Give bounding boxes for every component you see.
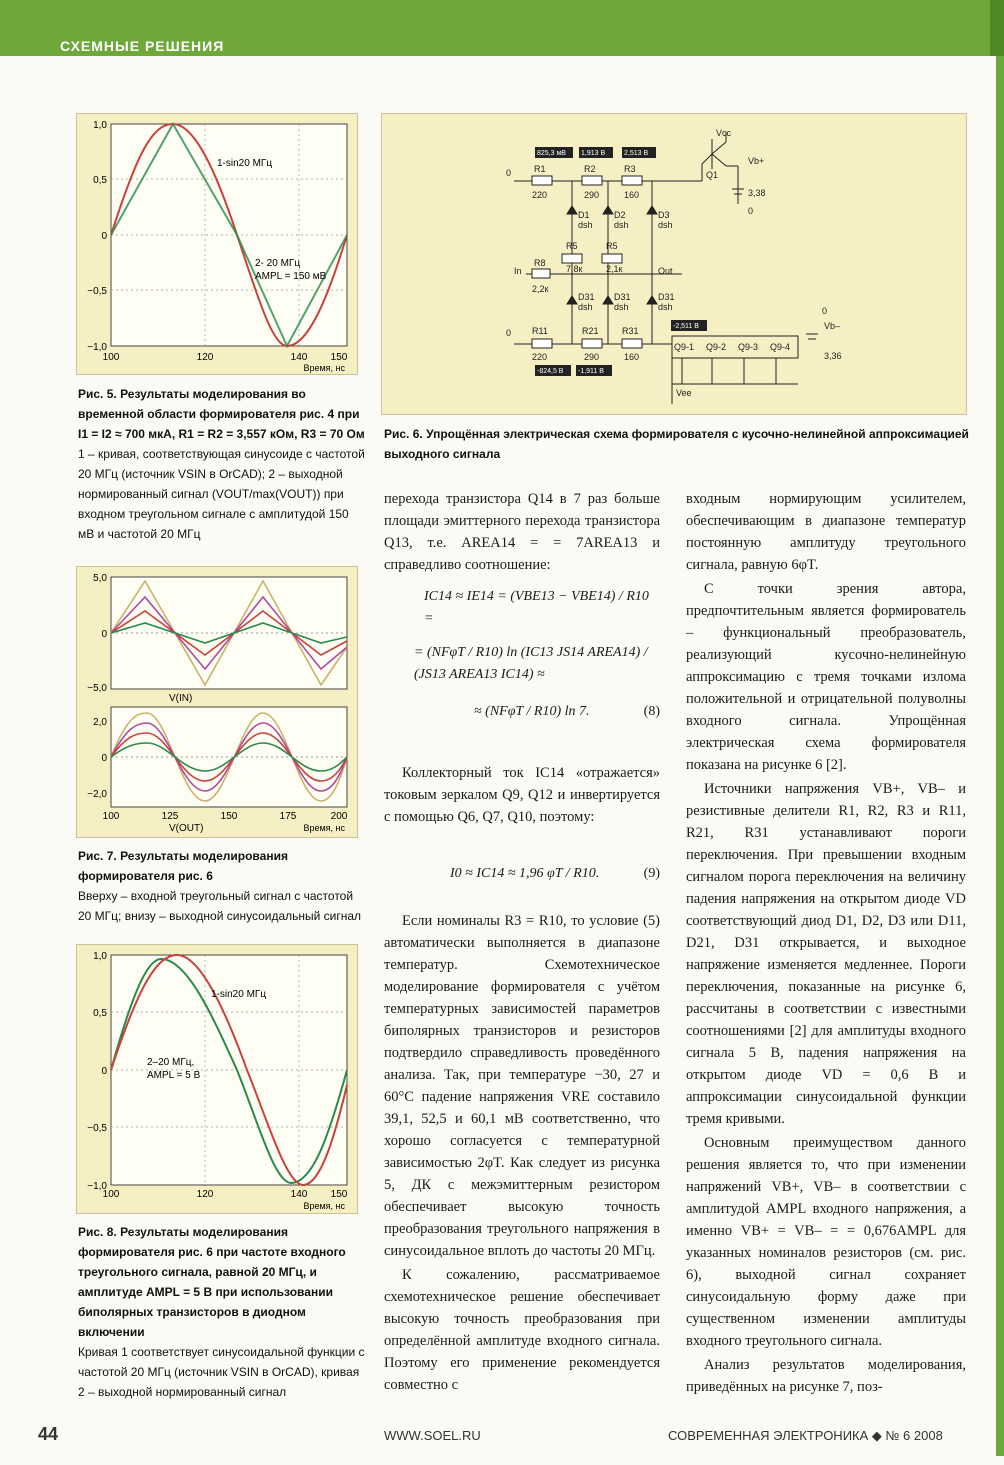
header-corner: [990, 0, 1004, 56]
fig6-vbp-val: 3,38: [748, 188, 766, 198]
fig7-top-ytick-2: −5,0: [87, 683, 107, 694]
page-number: 44: [38, 1424, 59, 1444]
fig6-caption-title: Рис. 6. Упрощённая электрическая схема формирователя с кусочно-нелинейной аппроксимацией выходного сигнала: [384, 427, 969, 461]
fig7-bot-ytick-0: 2,0: [93, 717, 107, 728]
fig7-xtick-0: 100: [102, 811, 120, 822]
fig6-R2v: 290: [584, 190, 600, 200]
fig6-R3: R3: [624, 164, 636, 174]
fig7-caption-body: Вверху – входной треугольный сигнал с частотой 20 МГц; внизу – выходной синусоидальный сигнал: [78, 889, 362, 923]
fig6-v2: 1,913 В: [581, 150, 606, 157]
col2-p5: Анализ результатов моделирования, приведённых на рисунке 7, поз-: [686, 1357, 966, 1395]
fig8-ytick-3: −0,5: [87, 1123, 107, 1134]
eq8-line1: IC14 ≈ IE14 = (VBE13 − VBE14) / R10 =: [424, 589, 649, 626]
col1-p3: Если номиналы R3 = R10, то условие (5) автоматически выполняется в диапазоне температур. Схемотехническое моделирование формирователя с учётом температурных зависимостей параметров биполярных транзисторов и резисторов подтвердило справедливость проведённого анализа. Так, при температуре −30, 27 и 60°С падение напряжения VRE составило 39,1, 52,5 и 60,1 мВ соответственно, что хорошо согласуется с температурной зависимостью 2φT. Как следует из рисунка 5, ДК с межэмиттерным резистором обеспечивает высокую точность преобразования треугольного напряжения в синусоидальное вплоть до частоты 20 МГц.: [384, 913, 660, 1259]
col2-p3: Источники напряжения VB+, VB– и резистивные делители R1, R2, R3 и R11, R21, R31 устанавливают пороги переключения. При превышении входным сигналом порога переключения на величину падения напряжения на открытом диоде VD соответствующий диод D1, D2, D3 или D11, D21, D31 открывается, и выходное напряжение изменяется медленнее. Пороги переключения, показанные на рисунке 6, рассчитаны в соответствии с известными соотношениями [2] для амплитуды входного сигнала 5 В, падения напряжения на открытом диоде VD = 0,6 В и аппроксимации синусоидальной функции тремя кривыми.: [686, 781, 966, 1127]
fig7-xtick-1: 125: [161, 811, 179, 822]
eq8-line3: ≈ (NFφT / R10) ln 7.: [474, 704, 590, 719]
fig8-xtick-2: 140: [290, 1189, 308, 1200]
fig6-q9-2: Q9-2: [706, 342, 727, 352]
fig6-R5a: R5: [566, 241, 578, 251]
fig7-caption: [78, 846, 368, 926]
header-bar: [0, 0, 1004, 56]
fig5-ytick-3: −0,5: [87, 286, 107, 297]
fig6-q9-3: Q9-3: [738, 342, 759, 352]
fig8-caption-body: Кривая 1 соответствует синусоидальной функции с частотой 20 МГц (источник VSIN в OrCAD), кривая 2 – выходной нормированный сигнал: [78, 1345, 365, 1399]
fig8-ytick-4: −1,0: [87, 1181, 107, 1192]
fig5-xtick-2: 140: [290, 352, 308, 363]
fig7-caption-title: Рис. 7. Результаты моделирования формирователя рис. 6: [78, 849, 288, 883]
fig5-xlabel: Время, нс: [303, 363, 345, 373]
fig6-dsh-1: dsh: [578, 220, 593, 230]
fig8-ytick-1: 0,5: [93, 1008, 107, 1019]
fig6-R31v: 160: [624, 352, 640, 362]
col2-p4: Основным преимуществом данного решения является то, что при изменении напряжений VB+, VB– в соответствии с амплитудой AMPL входного напряжения, а именно VB+ = VB– = = 0,676AMPL для указанных номиналов резисторов (см. рис. 6), выходной сигнал сохраняет синусоидальную форму даже при существенном изменении амплитуды входного треугольного сигнала.: [686, 1135, 966, 1349]
fig6-zero-4: 0: [822, 306, 828, 316]
fig6-vbm-val: 3,36: [824, 351, 842, 361]
fig6-dsh-2: dsh: [614, 220, 629, 230]
eq8: [384, 586, 660, 720]
fig6-R8v: 2,2к: [532, 284, 549, 294]
fig8-panel: [76, 944, 358, 1214]
fig7-top-ytick-0: 5,0: [93, 573, 107, 584]
text-column-1: [384, 488, 660, 578]
fig5-caption-body: 1 – кривая, соответствующая синусоиде с частотой 20 МГц (источник VSIN в OrCAD); 2 – выходной нормированный сигнал (VOUT/max(VOUT)) при входном треугольном сигнале с амплитудой 150 мВ и частотой 20 МГц: [78, 447, 365, 541]
fig5-ytick-2: 0: [101, 231, 107, 242]
fig6-v5: -824,5 В: [537, 368, 564, 375]
text-column-1c: [384, 910, 660, 1398]
fig6-D2: D2: [614, 210, 626, 220]
fig8-chart: [77, 945, 359, 1215]
fig6-in: In: [514, 266, 522, 276]
fig7-xlabel: Время, нс: [303, 823, 345, 833]
fig6-zero-3: 0: [506, 328, 512, 338]
fig8-caption: [78, 1222, 368, 1402]
col1-p4: К сожалению, рассматриваемое схемотехническое решение обеспечивает высокую точность преобразования при определённой амплитуде входного сигнала. Поэтому его применение рекомендуется совместно с: [384, 1267, 660, 1393]
col2-p2: С точки зрения автора, предпочтительным является формирователь – функциональный преобразователь, реализующий кусочно-нелинейную аппроксимацию с тремя точками излома положительной и отрицательной полуволны входного сигнала. Упрощённая электрическая схема формирователя показана на рисунке 6 [2].: [686, 581, 966, 773]
fig6-R2: R2: [584, 164, 596, 174]
fig8-caption-title: Рис. 8. Результаты моделирования формирователя рис. 6 при частоте входного треугольного сигнала, равной 20 МГц, и амплитуде AMPL = 5 В при использовании биполярных транзисторов в диодном включении: [78, 1225, 346, 1339]
fig5-label1: 1-sin20 МГц: [217, 158, 273, 169]
fig6-zero-1: 0: [506, 168, 512, 178]
fig5-xtick-1: 120: [196, 352, 214, 363]
fig6-D31-2: D31: [614, 292, 631, 302]
fig8-xtick-3: 150: [330, 1189, 348, 1200]
eq8-number: (8): [643, 704, 660, 719]
fig8-xtick-1: 120: [196, 1189, 214, 1200]
fig6-v6: -1,911 В: [578, 368, 604, 375]
fig6-R5av: 7,8к: [566, 264, 583, 274]
fig7-panel: [76, 566, 358, 838]
fig8-label2b: AMPL = 5 В: [147, 1070, 201, 1081]
fig8-ytick-0: 1,0: [93, 951, 107, 962]
fig8-xtick-0: 100: [102, 1189, 120, 1200]
text-column-2: [686, 488, 966, 1400]
eq9-number: (9): [643, 866, 660, 881]
section-title: СХЕМНЫЕ РЕШЕНИЯ: [60, 38, 225, 54]
fig6-D1: D1: [578, 210, 590, 220]
fig5-xtick-0: 100: [102, 352, 120, 363]
fig6-D31-3: D31: [658, 292, 675, 302]
fig6-q9-1: Q9-1: [674, 342, 695, 352]
fig7-top-ytick-1: 0: [101, 629, 107, 640]
fig6-zero-2: 0: [748, 206, 754, 216]
fig5-label2b: AMPL = 150 мВ: [255, 271, 327, 282]
fig5-xtick-3: 150: [330, 352, 348, 363]
col2-p1: входным нормирующим усилителем, обеспечивающим в диапазоне температур постоянную амплитуду треугольного сигнала, равную 6φT.: [686, 491, 966, 573]
text-column-1b: [384, 762, 660, 830]
fig6-R21: R21: [582, 326, 599, 336]
fig6-R21v: 290: [584, 352, 600, 362]
edge-bar: [996, 56, 1004, 1456]
fig6-R5bv: 2,1к: [606, 264, 623, 274]
fig6-dsh-3: dsh: [658, 220, 673, 230]
col1-p1: перехода транзистора Q14 в 7 раз больше площади эмиттерного перехода транзистора Q13, т.е. AREA14 = = 7AREA13 и справедливо соотношение:: [384, 491, 660, 573]
fig6-q9-4: Q9-4: [770, 342, 791, 352]
fig6-dsh-6: dsh: [658, 302, 673, 312]
footer-site: WWW.SOEL.RU: [384, 1428, 481, 1443]
fig6-dsh-5: dsh: [614, 302, 629, 312]
fig7-bot-ytick-2: −2,0: [87, 789, 107, 800]
fig5-ytick-1: 0,5: [93, 175, 107, 186]
fig6-R1: R1: [534, 164, 546, 174]
fig8-label1: 1-sin20 МГц: [211, 989, 267, 1000]
fig7-bot-ytick-1: 0: [101, 753, 107, 764]
fig6-v1: 825,3 мВ: [537, 150, 566, 157]
fig5-chart: [77, 114, 359, 376]
fig5-label2a: 2- 20 МГц: [255, 258, 301, 269]
fig6-vbm: Vb–: [824, 321, 841, 331]
col1-p2: Коллекторный ток IC14 «отражается» токовым зеркалом Q9, Q12 и инвертируется с помощью Q6, Q7, Q10, поэтому:: [384, 765, 660, 825]
fig6-v3: 2,513 В: [624, 150, 649, 157]
fig6-q1: Q1: [706, 170, 719, 180]
eq9-body: I0 ≈ IC14 ≈ 1,96 φT / R10.: [450, 866, 600, 881]
eq9: [384, 866, 660, 882]
eq8-line2: = (NFφT / R10) ln (IC13 JS14 AREA14) / (JS13 AREA13 IC14) ≈: [414, 645, 648, 682]
footer-journal: СОВРЕМЕННАЯ ЭЛЕКТРОНИКА ◆ № 6 2008: [668, 1428, 943, 1443]
fig5-caption: [78, 384, 368, 544]
fig7-top-legend: V(IN): [169, 693, 193, 704]
fig7-chart: [77, 567, 359, 839]
fig7-xtick-4: 200: [330, 811, 348, 822]
fig8-label2a: 2–20 МГц,: [147, 1057, 195, 1068]
fig5-caption-title: Рис. 5. Результаты моделирования во временной области формирователя рис. 4 при I1 = I2 ≈ 700 мкА, R1 = R2 = 3,557 кОм, R3 = 70 Ом: [78, 387, 365, 441]
fig5-ytick-4: −1,0: [87, 342, 107, 353]
fig6-R11v: 220: [532, 352, 548, 362]
fig6-vbp: Vb+: [748, 156, 765, 166]
fig6-out: Out: [658, 266, 673, 276]
fig8-xlabel: Время, нс: [303, 1201, 345, 1211]
fig6-R5b: R5: [606, 241, 618, 251]
fig6-panel: [381, 113, 967, 415]
fig6-D31-1: D31: [578, 292, 595, 302]
fig6-caption: [384, 424, 974, 464]
fig7-xtick-3: 175: [279, 811, 297, 822]
fig6-D3: D3: [658, 210, 670, 220]
fig5-panel: [76, 113, 358, 375]
fig6-vee: Vee: [676, 388, 692, 398]
fig6-schematic: [382, 114, 968, 416]
fig6-R3v: 160: [624, 190, 640, 200]
fig6-dsh-4: dsh: [578, 302, 593, 312]
fig7-xtick-2: 150: [220, 811, 238, 822]
fig6-R31: R31: [622, 326, 639, 336]
fig8-ytick-2: 0: [101, 1066, 107, 1077]
fig6-R8: R8: [534, 258, 546, 268]
fig6-v4: -2,511 В: [673, 323, 699, 330]
fig6-R11: R11: [532, 326, 548, 336]
fig6-R1v: 220: [532, 190, 548, 200]
fig6-vcc: Vcc: [716, 128, 732, 138]
fig7-bot-legend: V(OUT): [169, 823, 204, 834]
fig5-ytick-0: 1,0: [93, 120, 107, 131]
